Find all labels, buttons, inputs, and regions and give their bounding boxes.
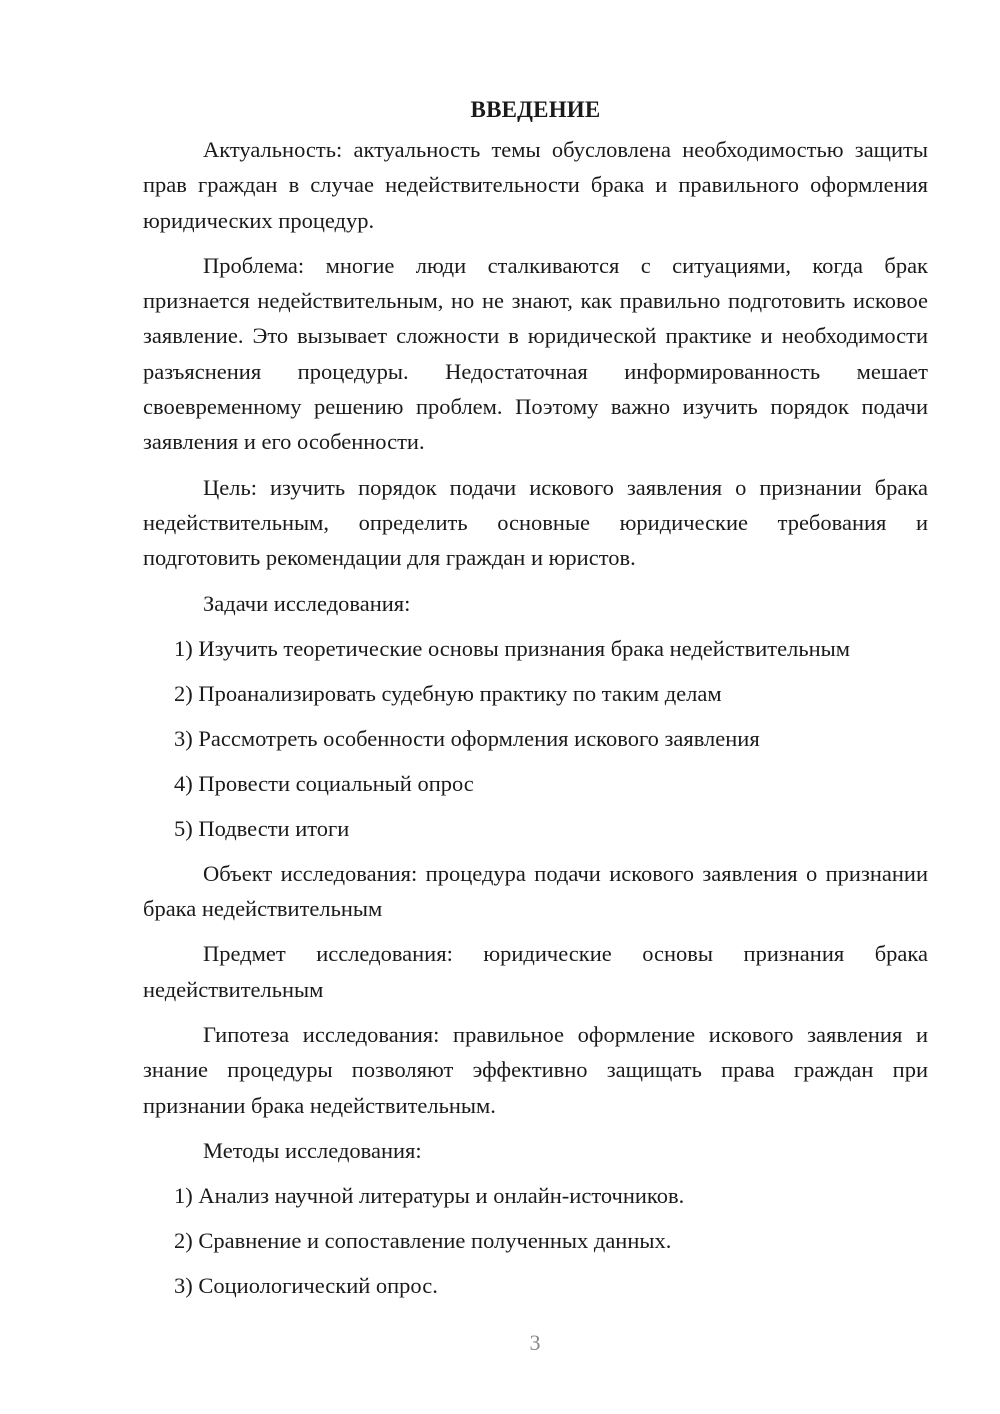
tasks-list <box>143 631 928 846</box>
hypothesis-paragraph: Гипотеза исследования: правильное оформление искового заявления и знание процедуры позволяют эффективно защищать права граждан при признании брака недействительным. <box>143 1022 928 1118</box>
relevance-paragraph: Актуальность: актуальность темы обусловлена необходимостью защиты прав граждан в случае недействительности брака и правильного оформления юридических процедур. <box>143 137 928 233</box>
methods-title: Методы исследования: <box>203 1137 422 1163</box>
object-paragraph: Объект исследования: процедура подачи искового заявления о признании брака недействительным <box>143 860 928 922</box>
subject-paragraph: Предмет исследования: юридические основы признания брака недействительным <box>143 941 928 1002</box>
problem-paragraph: Проблема: многие люди сталкиваются с ситуациями, когда брак признается недействительным, но не знают, как правильно подготовить исковое заявление. Это вызывает сложности в юридической практике и необходимости разъяснения процедуры. Недостаточная информированность мешает своевременному решению проблем. Поэтому важно изучить порядок подачи заявления и его особенности. <box>143 252 928 455</box>
method-item: 3) Социологический опрос. <box>174 1273 438 1299</box>
section-heading: ВВЕДЕНИЕ <box>470 97 601 122</box>
task-item: 2) Проанализировать судебную практику по таким делам <box>174 680 722 706</box>
goal-paragraph: Цель: изучить порядок подачи искового заявления о признании брака недействительным, определить основные юридические требования и подготовить рекомендации для граждан и юристов. <box>143 474 928 571</box>
task-item: 4) Провести социальный опрос <box>174 770 474 796</box>
method-item: 2) Сравнение и сопоставление полученных данных. <box>174 1228 672 1254</box>
page-number: 3 <box>529 1330 541 1355</box>
task-item: 1) Изучить теоретические основы признания брака недействительным <box>174 635 851 661</box>
document-page <box>143 92 928 1313</box>
task-item: 3) Рассмотреть особенности оформления искового заявления <box>174 725 760 751</box>
method-item: 1) Анализ научной литературы и онлайн-источников. <box>174 1183 685 1209</box>
task-item: 5) Подвести итоги <box>174 815 350 841</box>
tasks-title: Задачи исследования: <box>203 590 411 616</box>
methods-list <box>143 1178 928 1303</box>
